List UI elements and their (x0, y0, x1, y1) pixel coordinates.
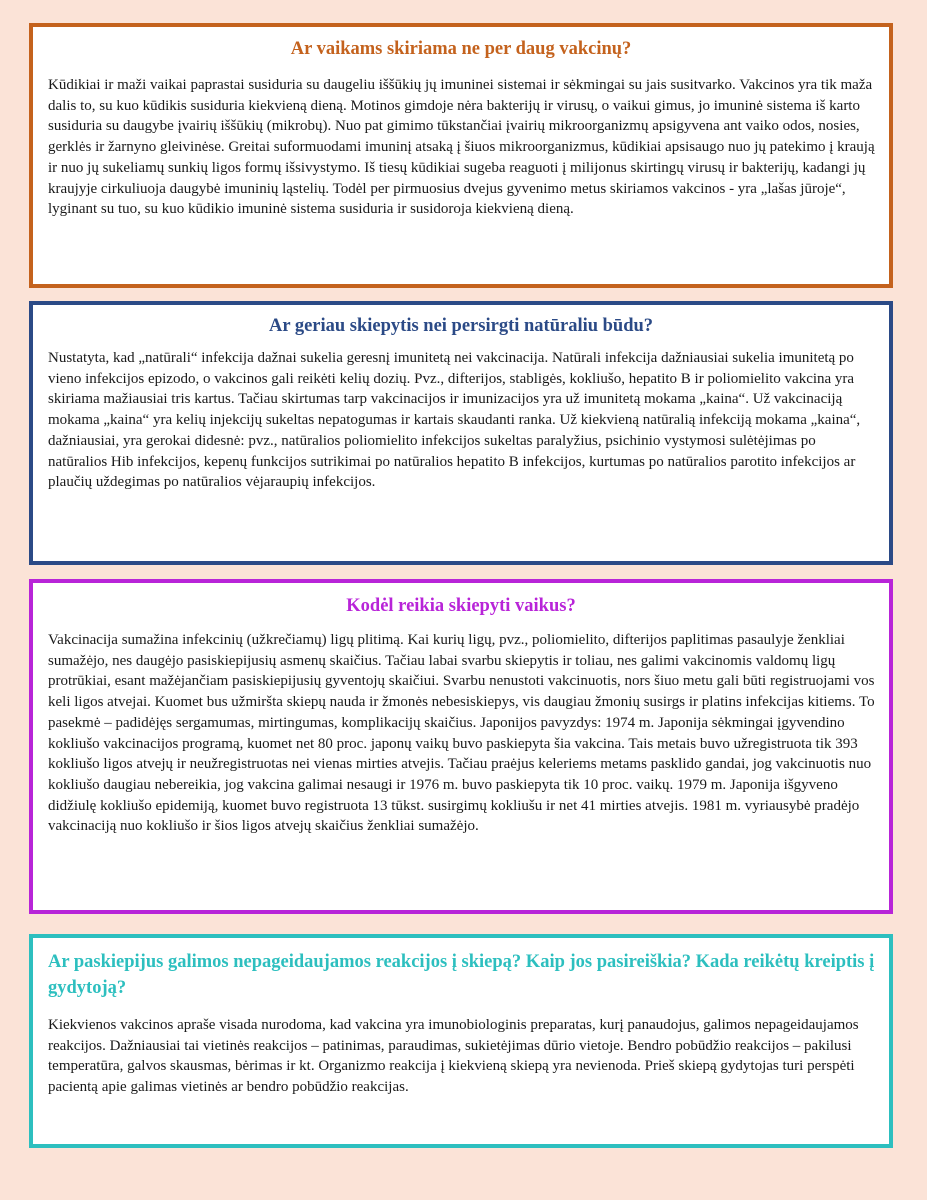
section-adverse-reactions (29, 934, 893, 1148)
section-text: Kiekvienos vakcinos apraše visada nurodoma, kad vakcina yra imunobiologinis preparatas, kurį panaudojus, galimos nepageidaujamos reakcijos. Dažniausiai tai vietinės reakcijos – patinimas, paraudimas, sukietėjimas dūrio vietoje. Bendro pobūdžio reakcijos – pakilusi temperatūra, galvos skausmas, bėrimas ir kt. Organizmo reakcija į kiekvieną skiepą yra nevienoda. Prieš skiepą gydytojas turi perspėti pacientą apie galimas vietinės ar bendro pobūdžio reakcijas. (48, 1017, 859, 1096)
section-title: Ar vaikams skiriama ne per daug vakcinų? (290, 39, 632, 59)
section-vaccine-overload (29, 23, 893, 288)
section-text: Nustatyta, kad „natūrali“ infekcija dažnai sukelia geresnį imunitetą nei vakcinacija. Natūrali infekcija dažniausiai sukelia imunitetą po vieno infekcijos epizodo, o vakcinos gali reikėti kelių dozių. Pvz., difterijos, stabligės, kokliušo, hepatito B ir poliomielito vakcina yra skiriama mažiausiai tris kartus. Tačiau skirtumas tarp vakcinacijos ir imunizacijos yra už imunitetą mokama „kaina“. Už vakcinaciją mokama „kaina“ yra kelių injekcijų sukeltas nepatogumas ir kartais skaudanti ranka. Už kiekvieną natūralią infekciją mokama „kaina“, dažniausiai, yra gerokai didesnė: pvz., natūralios poliomielito infekcijos sukeltas paralyžius, psichinio vystymosi sulėtėjimas po natūralios Hib infekcijos, kepenų funkcijos sutrikimai po natūralios hepatito B infekcijos, kurtumas po natūralios parotito infekcijos ar plaučių uždegimas po natūralios vėjaraupių infekcijos. (48, 350, 861, 491)
section-text: Vakcinacija sumažina infekcinių (užkrečiamų) ligų plitimą. Kai kurių ligų, pvz., poliomielito, difterijos paplitimas pasaulyje ženkliai sumažėjo, nes daugėjo pasiskiepijusių asmenų skaičius. Tačiau labai svarbu skiepytis ir toliau, nes galimi vakcinomis valdomų ligų protrūkiai, esant mažėjančiam pasiskiepijusių gyventojų skaičiui. Svarbu nenustoti vakcinuotis, nors šiuo metu gali būti registruojami vos keli ligos atvejai. Kuomet bus užmiršta skiepų nauda ir žmonės nebesiskiepys, vis daugiau žmonių susirgs ir platins infekcijas kitiems. To pasekmė – padidėjęs sergamumas, mirtingumas, komplikacijų skaičius. Japonijos pavyzdys: 1974 m. Japonija sėkmingai įgyvendino kokliušo vakcinacijos programą, kuomet net 80 proc. japonų vaikų buvo paskiepyta šia vakcina. Tais metais buvo užregistruota tik 393 kokliušo ligos atvejų ir neužregistruotas nei vienas mirties atvejis. Tačiau praėjus keleriems metams pasklido gandai, jog vakcinuotis nuo kokliušo daugiau nebereikia, jog vakcina galimai nesaugi ir 1976 m. buvo paskiepyta tik 10 proc. vaikų. 1979 m. Japonija išgyveno didžiulę kokliušo epidemiją, kuomet buvo registruota 13 tūkst. susirgimų kokliušu ir net 41 mirties atvejis. 1981 m. vyriausybė pradėjo vakcinaciją nuo kokliušo ir šios ligos atvejų skaičius ženkliai sumažėjo. (48, 632, 875, 835)
section-text: Kūdikiai ir maži vaikai paprastai susiduria su daugeliu iššūkių jų imuninei sistemai ir sėkmingai su jais susitvarko. Vakcinos yra tik maža dalis to, su kuo kūdikis susiduria kiekvieną dieną. Motinos gimdoje nėra bakterijų ir virusų, o vaikui gimus, jo imuninė sistema iš karto susiduria su daugybe įvairių iššūkių (mikrobų). Nuo pat gimimo tūkstančiai įvairių mikroorganizmų apsigyvena ant vaiko odos, nosies, gerklės ir žarnyno gleivinėse. Greitai suformuodami imuninį atsaką į šiuos mikroorganizmus, kūdikiai apsisaugo nuo jų patekimo į kraują ir nuo jų sukeliamų sunkių ligos formų išsivystymo. Iš tiesų kūdikiai sugeba reaguoti į milijonus skirtingų virusų ir bakterijų, kadangi jų kraujyje cirkuliuoja daugybė imuninių ląstelių. Todėl per pirmuosius dvejus gyvenimo metus skiriamos vakcinos - yra „lašas jūroje“, lyginant su tuo, su kuo kūdikio imuninė sistema susiduria ir susidoroja kiekvieną dieną. (48, 77, 875, 218)
section-why-vaccinate (29, 579, 893, 914)
section-natural-vs-vaccine (29, 301, 893, 565)
section-title: Kodėl reikia skiepyti vaikus? (346, 596, 576, 616)
section-title: Ar paskiepijus galimos nepageidaujamos reakcijos į skiepą? Kaip jos pasireiškia? Kada reikėtų kreiptis į gydytoją? (48, 952, 875, 998)
section-title: Ar geriau skiepytis nei persirgti natūraliu būdu? (268, 316, 654, 336)
